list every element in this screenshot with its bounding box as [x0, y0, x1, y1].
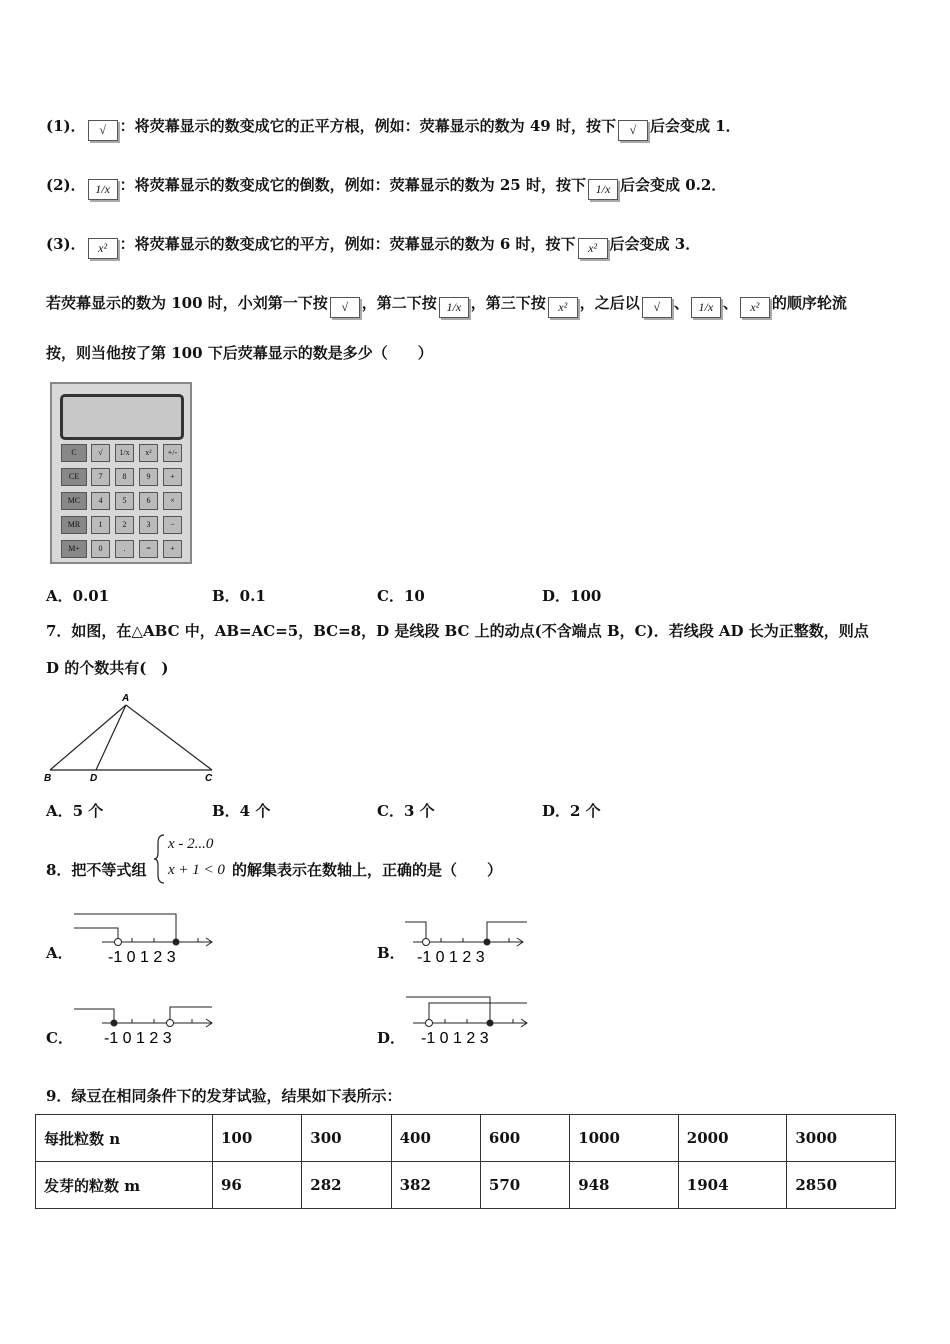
square-key-icon: x² [578, 238, 608, 259]
table-cell: 300 [302, 1115, 391, 1162]
calculator-key: 6 [139, 492, 158, 510]
calculator-key: CE [61, 468, 87, 486]
number-line-d [403, 993, 548, 1048]
q8-prefix: 8．把不等式组 [46, 861, 147, 879]
table-cell: 282 [302, 1162, 391, 1209]
q8-suffix: 的解集表示在数轴上，正确的是（ ） [232, 861, 503, 879]
q6-line2-text: ：将荧幕显示的数变成它的倒数，例如：荧幕显示的数为 25 时，按下 [119, 176, 586, 194]
calculator-key: √ [91, 444, 110, 462]
table-cell: 发芽的粒数 m [36, 1162, 213, 1209]
calculator-key: = [139, 540, 158, 558]
calculator-key: 5 [115, 492, 134, 510]
q6-line2 [46, 174, 726, 200]
q6-line4-c: ，第三下按 [470, 294, 546, 312]
calculator-key: C [61, 444, 87, 462]
table-row [36, 1162, 896, 1209]
calculator-key: 0 [91, 540, 110, 558]
label-b: B [44, 773, 52, 784]
table-cell: 382 [391, 1162, 480, 1209]
q6-line4-b: ，第二下按 [361, 294, 437, 312]
table-cell: 948 [570, 1162, 679, 1209]
separator: 、 [673, 294, 689, 312]
table-cell: 600 [480, 1115, 569, 1162]
calculator-key: × [163, 492, 182, 510]
ticks-text: -1 0 1 2 3 [421, 1030, 489, 1047]
brace-icon [154, 833, 166, 885]
calculator-key: MR [61, 516, 87, 534]
sqrt-key-icon: √ [618, 120, 648, 141]
q8-inequality-1: x - 2...0 [168, 836, 214, 852]
calculator-key: + [163, 540, 182, 558]
q6-line4 [46, 292, 847, 318]
label-d: D [90, 773, 98, 784]
calculator-key: 3 [139, 516, 158, 534]
q6-line3 [46, 233, 700, 259]
number-line-a [72, 910, 217, 965]
table-row [36, 1115, 896, 1162]
table-cell: 2000 [678, 1115, 787, 1162]
number-line-b [403, 910, 548, 965]
reciprocal-key-icon: 1/x [439, 297, 469, 318]
calculator-key: MC [61, 492, 87, 510]
calculator-key: M+ [61, 540, 87, 558]
q8-inequality-2: x + 1 < 0 [168, 862, 225, 878]
table-cell: 1000 [570, 1115, 679, 1162]
q7-option-b: B．4 个 [212, 802, 271, 820]
q7-option-c: C．3 个 [377, 802, 435, 820]
q8-option-d-label: D． [377, 1029, 406, 1047]
calculator-key: 4 [91, 492, 110, 510]
reciprocal-key-icon: 1/x [588, 179, 618, 200]
q6-line3-prefix: (3)． [46, 235, 86, 253]
calculator-key: 7 [91, 468, 110, 486]
calculator-key: +/- [163, 444, 182, 462]
table-cell: 每批粒数 n [36, 1115, 213, 1162]
table-cell: 570 [480, 1162, 569, 1209]
q6-line1-text: ：将荧幕显示的数变成它的正平方根，例如：荧幕显示的数为 49 时，按下 [119, 117, 616, 135]
label-c: C [205, 773, 213, 784]
q6-line3-text: ：将荧幕显示的数变成它的平方，例如：荧幕显示的数为 6 时，按下 [119, 235, 576, 253]
number-line-c [72, 997, 217, 1052]
calculator-screen [60, 394, 184, 440]
sqrt-key-icon: √ [88, 120, 118, 141]
label-a: A [122, 693, 130, 704]
q6-line5: 按，则当他按了第 100 下后荧幕显示的数是多少（ ） [46, 344, 433, 362]
q7-option-a: A．5 个 [46, 802, 104, 820]
q6-line4-d: ，之后以 [579, 294, 640, 312]
calculator-key: + [163, 468, 182, 486]
q8-option-b-label: B． [377, 944, 405, 962]
q7-line1: 7．如图，在△ABC 中，AB=AC=5，BC=8，D 是线段 BC 上的动点(不含端点 B，C)．若线段 AD 长为正整数，则点 [46, 622, 869, 640]
q9-title: 9．绿豆在相同条件下的发芽试验，结果如下表所示： [46, 1087, 402, 1105]
table-cell: 400 [391, 1115, 480, 1162]
sqrt-key-icon: √ [330, 297, 360, 318]
calculator-key: − [163, 516, 182, 534]
germination-table [35, 1114, 896, 1209]
q8-option-a-label: A． [46, 944, 73, 962]
calculator-key: . [115, 540, 134, 558]
q6-option-d: D．100 [542, 587, 602, 605]
calculator-key: 9 [139, 468, 158, 486]
calculator-key: 1 [91, 516, 110, 534]
sqrt-key-icon: √ [642, 297, 672, 318]
ticks-text: -1 0 1 2 3 [417, 949, 485, 965]
calculator-key: x² [139, 444, 158, 462]
reciprocal-key-icon: 1/x [88, 179, 118, 200]
calculator-key: 2 [115, 516, 134, 534]
square-key-icon: x² [740, 297, 770, 318]
q6-line1-prefix: (1)． [46, 117, 86, 135]
q6-option-c: C．10 [377, 587, 425, 605]
ticks-text: -1 0 1 2 3 [108, 949, 176, 965]
square-key-icon: x² [548, 297, 578, 318]
reciprocal-key-icon: 1/x [691, 297, 721, 318]
ticks-text: -1 0 1 2 3 [104, 1030, 172, 1047]
table-cell: 3000 [787, 1115, 896, 1162]
table-cell: 2850 [787, 1162, 896, 1209]
q6-line2-prefix: (2)． [46, 176, 86, 194]
q7-option-d: D．2 个 [542, 802, 601, 820]
table-cell: 100 [213, 1115, 302, 1162]
q8-option-c-label: C． [46, 1029, 73, 1047]
q6-line1-suffix: 后会变成 1． [649, 117, 741, 135]
triangle-figure [40, 690, 230, 785]
calculator-key: 1/x [115, 444, 134, 462]
calculator-image [50, 382, 192, 564]
q6-line2-suffix: 后会变成 0.2． [619, 176, 727, 194]
q6-option-b: B．0.1 [212, 587, 266, 605]
table-cell: 96 [213, 1162, 302, 1209]
q6-line1 [46, 115, 741, 141]
separator: 、 [722, 294, 738, 312]
q6-line4-a: 若荧幕显示的数为 100 时，小刘第一下按 [46, 294, 328, 312]
square-key-icon: x² [88, 238, 118, 259]
calculator-key: 8 [115, 468, 134, 486]
q7-line2: D 的个数共有( ) [46, 659, 169, 677]
q6-line3-suffix: 后会变成 3． [609, 235, 701, 253]
table-cell: 1904 [678, 1162, 787, 1209]
q6-line4-e: 的顺序轮流 [771, 294, 847, 312]
q6-option-a: A．0.01 [46, 587, 110, 605]
